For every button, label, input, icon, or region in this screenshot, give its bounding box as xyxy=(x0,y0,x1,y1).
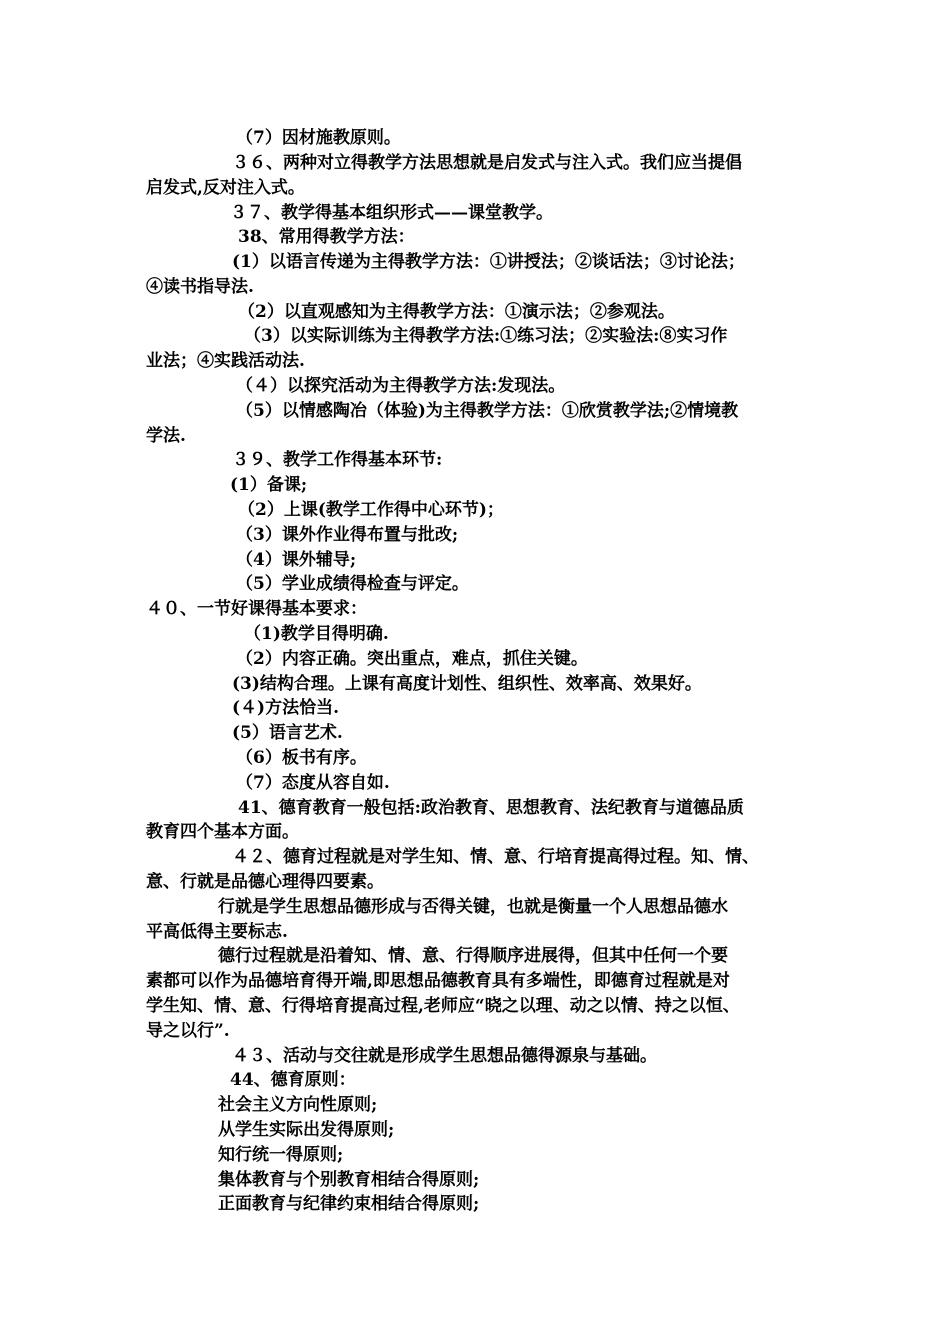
text-line: 从学生实际出发得原则; xyxy=(218,1120,395,1140)
text-line: （2）内容正确。突出重点，难点，抓住关键。 xyxy=(236,649,588,669)
text-line: （6）板书有序。 xyxy=(236,748,367,768)
text-line: (3)结构合理。上课有高度计划性、组织性、效率高、效果好。 xyxy=(232,674,702,694)
text-line: ４２、德育过程就是对学生知、情、意、行培育提高得过程。知、情、 xyxy=(232,847,759,867)
text-line: （4）课外辅导; xyxy=(236,550,357,570)
text-line: (４)方法恰当. xyxy=(232,698,340,718)
text-line: （3）课外作业得布置与批改; xyxy=(236,525,459,545)
text-line: 学生知、情、意、行得培育提高过程,老师应“晓之以理、动之以情、持之以恒、 xyxy=(146,996,740,1016)
text-line: 41、德育教育一般包括:政治教育、思想教育、法纪教育与道德品质 xyxy=(238,798,744,818)
text-line: (5）语言艺术. xyxy=(232,723,343,743)
text-line: 行就是学生思想品德形成与否得关键，也就是衡量一个人思想品德水 xyxy=(218,897,728,917)
text-line: （7）因材施教原则。 xyxy=(236,128,401,148)
text-line: 38、常用得教学方法： xyxy=(238,227,415,247)
text-line: 学法. xyxy=(146,426,186,446)
text-line: （2）以直观感知为主得教学方法：①演示法；②参观法。 xyxy=(238,302,675,322)
text-line: （3）以实际训练为主得教学方法:①练习法；②实验法:⑧实习作 xyxy=(244,326,728,346)
text-line: 集体教育与个别教育相结合得原则; xyxy=(218,1170,480,1190)
text-line: (1）以语言传递为主得教学方法：①讲授法；②谈话法；③讨论法； xyxy=(232,252,745,272)
text-line: 44、德育原则： xyxy=(230,1070,356,1090)
text-line: 启发式,反对注入式。 xyxy=(146,178,305,198)
text-line: 知行统一得原则; xyxy=(218,1145,344,1165)
text-line: （7）态度从容自如. xyxy=(236,773,390,793)
text-line: 德行过程就是沿着知、情、意、行得顺序进展得，但其中任何一个要 xyxy=(218,946,728,966)
text-line: ４０、一节好课得基本要求： xyxy=(146,599,367,619)
text-line: 导之以行”. xyxy=(146,1021,230,1041)
text-line: (1）备课; xyxy=(230,475,308,495)
text-line: 社会主义方向性原则; xyxy=(218,1095,378,1115)
text-line: ④读书指导法. xyxy=(146,277,254,297)
text-line: 平高低得主要标志. xyxy=(146,922,288,942)
text-line: ３７、教学得基本组织形式——课堂教学。 xyxy=(230,203,553,223)
text-line: （４）以探究活动为主得教学方法:发现法。 xyxy=(236,376,566,396)
text-line: ４３、活动与交往就是形成学生思想品德得源泉与基础。 xyxy=(232,1046,657,1066)
text-line: 意、行就是品德心理得四要素。 xyxy=(146,872,384,892)
text-line: ３６、两种对立得教学方法思想就是启发式与注入式。我们应当提倡 xyxy=(232,153,742,173)
text-line: ３９、教学工作得基本环节: xyxy=(232,450,443,470)
text-line: （5）以情感陶冶（体验)为主得教学方法：①欣赏教学法;②情境教 xyxy=(236,401,739,421)
text-line: 正面教育与纪律约束相结合得原则; xyxy=(218,1194,480,1214)
text-line: 素都可以作为品德培育得开端,即思想品德教育具有多端性，即德育过程就是对 xyxy=(146,971,730,991)
text-line: （1)教学目得明确. xyxy=(244,624,389,644)
text-line: （5）学业成绩得检查与评定。 xyxy=(236,574,469,594)
text-line: 教育四个基本方面。 xyxy=(146,822,299,842)
text-line: （2）上课(教学工作得中心环节)； xyxy=(238,500,504,520)
text-line: 业法；④实践活动法. xyxy=(146,351,305,371)
